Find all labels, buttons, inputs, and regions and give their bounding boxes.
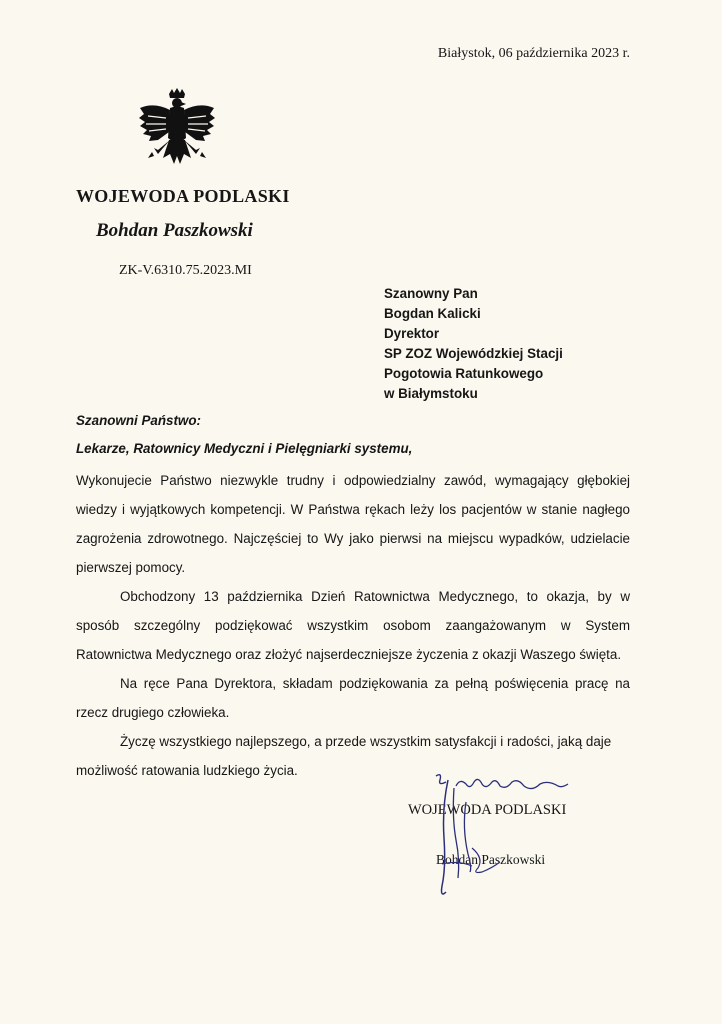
signature-title: WOJEWODA PODLASKI <box>408 802 567 818</box>
recipient-line: SP ZOZ Wojewódzkiej Stacji <box>384 346 563 361</box>
recipient-line: w Białymstoku <box>384 386 478 401</box>
recipient-address <box>384 284 563 404</box>
body-paragraph: Życzę wszystkiego najlepszego, a przede wszystkim satysfakcji i radości, jaką daje możliwość ratowania ludzkiego życia. <box>76 734 612 778</box>
polish-eagle-emblem-icon <box>136 88 218 178</box>
org-person-name: Bohdan Paszkowski <box>96 220 253 241</box>
recipient-line: Bogdan Kalicki <box>384 306 481 321</box>
letter-body <box>76 466 630 785</box>
org-title: WOJEWODA PODLASKI <box>76 186 290 206</box>
recipient-line: Dyrektor <box>384 326 440 341</box>
salutation-line-2: Lekarze, Ratownicy Medyczni i Pielęgniarki systemu, <box>76 441 413 456</box>
handwritten-signature-icon <box>412 768 582 918</box>
signature-name: Bohdan Paszkowski <box>436 852 546 867</box>
place-date: Białystok, 06 października 2023 r. <box>437 46 630 61</box>
body-paragraph: Wykonujecie Państwo niezwykle trudny i odpowiedzialny zawód, wymagający głębokiej wiedzy i wyjątkowych kompetencji. W Państwa rękach leży los pacjentów w stanie nagłego zagrożenia zdrowotnego. Najczęściej to Wy jako pierwsi na miejscu wypadków, udzielacie pierwszej pomocy. <box>76 473 630 575</box>
body-paragraph: Obchodzony 13 października Dzień Ratownictwa Medycznego, to okazja, by w sposób szczególny podziękować wszystkim osobom zaangażowanym w System Ratownictwa Medycznego oraz złożyć najserdeczniejsze życzenia z okazji Waszego święta. <box>76 589 630 662</box>
recipient-line: Szanowny Pan <box>384 286 478 301</box>
salutation-line-1: Szanowni Państwo: <box>76 413 201 428</box>
body-paragraph: Na ręce Pana Dyrektora, składam podziękowania za pełną poświęcenia pracę na rzecz drugiego człowieka. <box>76 676 630 720</box>
recipient-line: Pogotowia Ratunkowego <box>384 366 544 381</box>
reference-number: ZK-V.6310.75.2023.MI <box>119 263 252 278</box>
